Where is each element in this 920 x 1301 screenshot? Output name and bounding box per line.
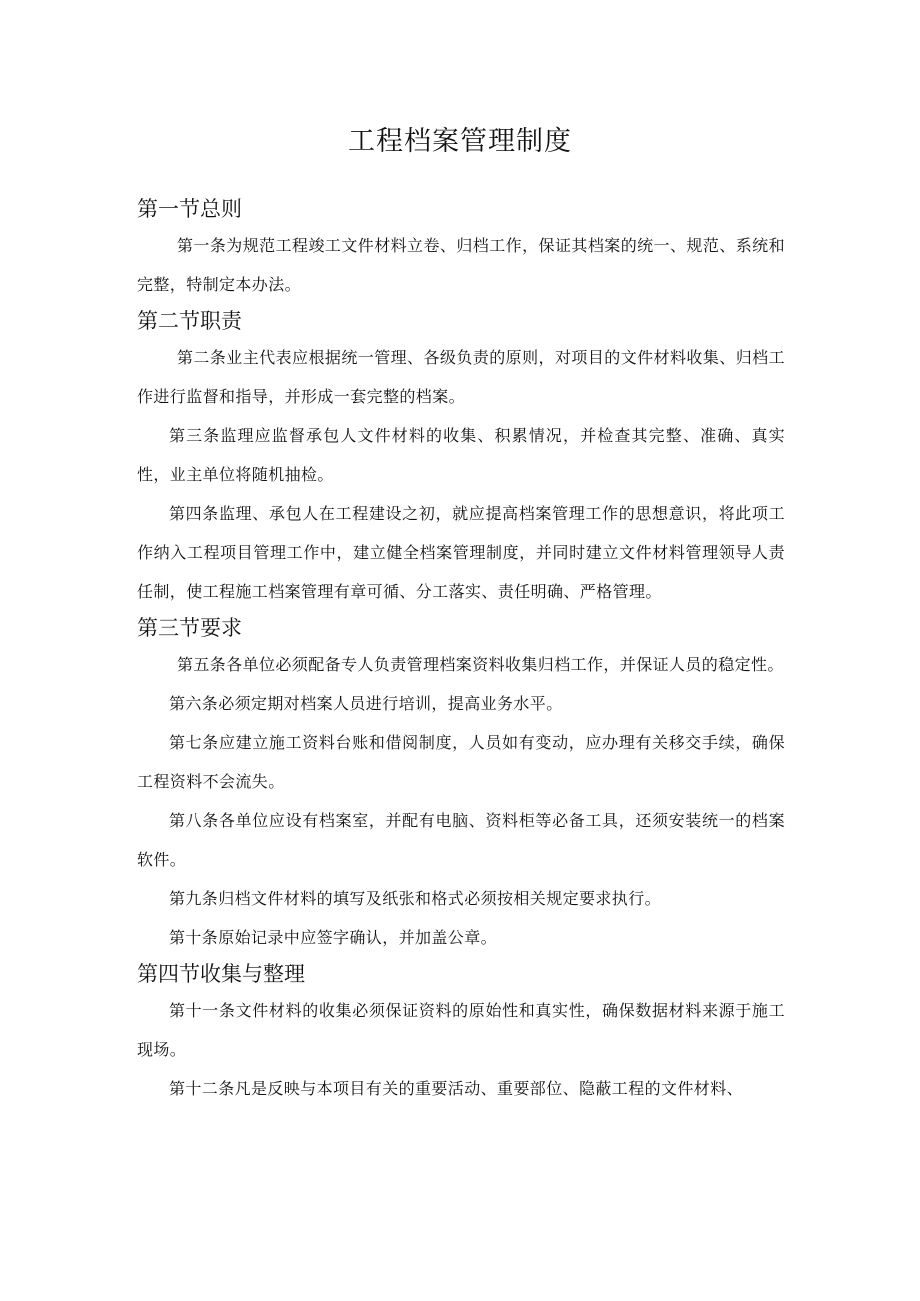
article-2: 第二条业主代表应根据统一管理、各级负责的原则，对项目的文件材料收集、归档工作进行监督和指导，并形成一套完整的档案。 xyxy=(137,348,785,406)
article-1: 第一条为规范工程竣工文件材料立卷、归档工作，保证其档案的统一、规范、系统和完整，特制定本办法。 xyxy=(137,236,785,294)
article-9: 第九条归档文件材料的填写及纸张和格式必须按相关规定要求执行。 xyxy=(169,889,662,908)
article-11: 第十一条文件材料的收集必须保证资料的原始性和真实性，确保数据材料来源于施工现场。 xyxy=(137,1001,785,1059)
article-5: 第五条各单位必须配备专人负责管理档案资料收集归档工作，并保证人员的稳定性。 xyxy=(177,655,784,674)
article-10: 第十条原始记录中应签字确认，并加盖公章。 xyxy=(169,928,498,947)
article-8: 第八条各单位应设有档案室，并配有电脑、资料柜等必备工具，还须安装统一的档案软件。 xyxy=(137,811,785,869)
section-heading-1: 第一节总则 xyxy=(137,197,242,221)
section-heading-3: 第三节要求 xyxy=(137,616,242,640)
article-7: 第七条应建立施工资料台账和借阅制度，人员如有变动，应办理有关移交手续，确保工程资料不会流失。 xyxy=(137,733,785,791)
article-3: 第三条监理应监督承包人文件材料的收集、积累情况，并检查其完整、准确、真实性，业主单位将随机抽检。 xyxy=(137,426,785,484)
article-4: 第四条监理、承包人在工程建设之初，就应提高档案管理工作的思想意识，将此项工作纳入工程项目管理工作中，建立健全档案管理制度，并同时建立文件材料管理领导人责任制，使工程施工档案管理有章可循、分工落实、责任明确、严格管理。 xyxy=(137,504,785,601)
section-heading-2: 第二节职责 xyxy=(137,309,242,333)
document-body xyxy=(137,192,785,1108)
section-heading-4: 第四节收集与整理 xyxy=(137,962,305,986)
document-title: 工程档案管理制度 xyxy=(348,126,572,157)
article-6: 第六条必须定期对档案人员进行培训，提高业务水平。 xyxy=(169,694,563,713)
article-12: 第十二条凡是反映与本项目有关的重要活动、重要部位、隐蔽工程的文件材料、 xyxy=(169,1079,744,1098)
